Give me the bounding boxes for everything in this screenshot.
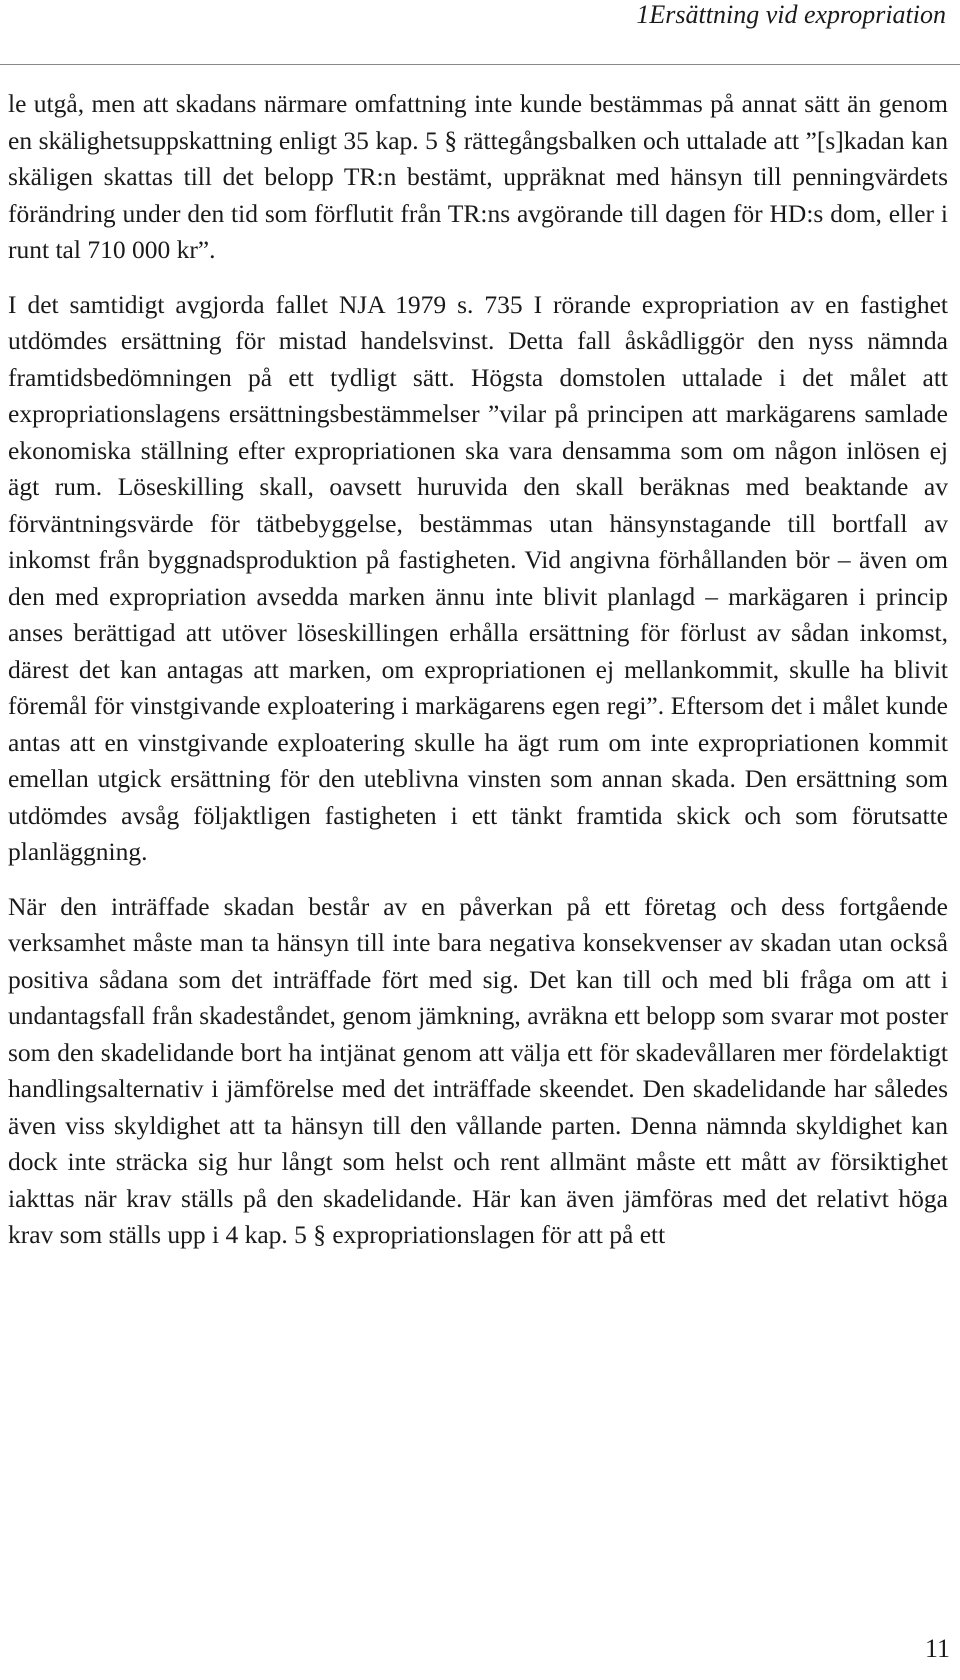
running-header-title: 1Ersättning vid expropriation [636,0,946,29]
paragraph-1: le utgå, men att skadans närmare omfattning inte kunde bestämmas på annat sätt än genom en skälighetsuppskattning enligt 35 kap. 5 § rättegångsbalken och uttalade att ”[s]kadan kan skäligen skattas till det belopp TR:n bestämt, uppräknat med hänsyn till penningvärdets förändring under den tid som förflutit från TR:ns avgörande till dagen för HD:s dom, eller i runt tal 710 000 kr”. [8,89,948,264]
paragraph-2: I det samtidigt avgjorda fallet NJA 1979 s. 735 I rörande expropriation av en fastighet utdömdes ersättning för mistad handelsvinst. Detta fall åskådliggör den nyss nämnda framtidsbedömningen på ett tydligt sätt. Högsta domstolen uttalade i det målet att expropriationslagens ersättningsbestämmelser ”vilar på principen att markägarens samlade ekonomiska ställning efter expropriationen ska vara densamma som om någon inlösen ej ägt rum. Löseskilling skall, oavsett huruvida den skall beräknas med beaktande av förväntningsvärde för tätbebyggelse, bestämmas utan hänsynstagande till bortfall av inkomst från byggnadsproduktion på fastigheten. Vid angivna förhållanden bör – även om den med expropriation avsedda marken ännu inte blivit planlagd – markägaren i princip anses berättigad att utöver löseskillingen erhålla ersättning för förlust av sådan inkomst, därest det kan antagas att marken, om expropriationen ej mellankommit, skulle ha blivit föremål för vinstgivande exploatering i markägarens egen regi”. Eftersom det i målet kunde antas att en vinstgivande exploatering skulle ha ägt rum om inte expropriationen kommit emellan utgick ersättning för den uteblivna vinsten som annan skada. Den ersättning som utdömdes avsåg följaktligen fastigheten i ett tänkt framtida skick och som förutsatte planläggning. [8,289,948,866]
page-body [8,86,948,1254]
header-divider [0,64,960,65]
page-number: 11 [924,1634,950,1663]
paragraph-3: När den inträffade skadan består av en påverkan på ett företag och dess fortgående verksamhet måste man ta hänsyn till inte bara negativa konsekvenser av skadan utan också positiva sådana som det inträffade fört med sig. Det kan till och med bli fråga om att i undantagsfall från skadeståndet, genom jämkning, avräkna ett belopp som svarar mot poster som den skadelidande bort ha intjänat genom att välja ett för skadevållaren mer fördelaktigt handlingsalternativ i jämförelse med det inträffade skeendet. Den skadelidande har således även viss skyldighet att ta hänsyn till den vållande parten. Denna nämnda skyldighet kan dock inte sträcka sig hur långt som helst och rent allmänt måste ett mått av försiktighet iakttas när krav ställs på den skadelidande. Här kan även jämföras med det relativt höga krav som ställs upp i 4 kap. 5 § expropriationslagen för att på ett [8,891,948,1249]
